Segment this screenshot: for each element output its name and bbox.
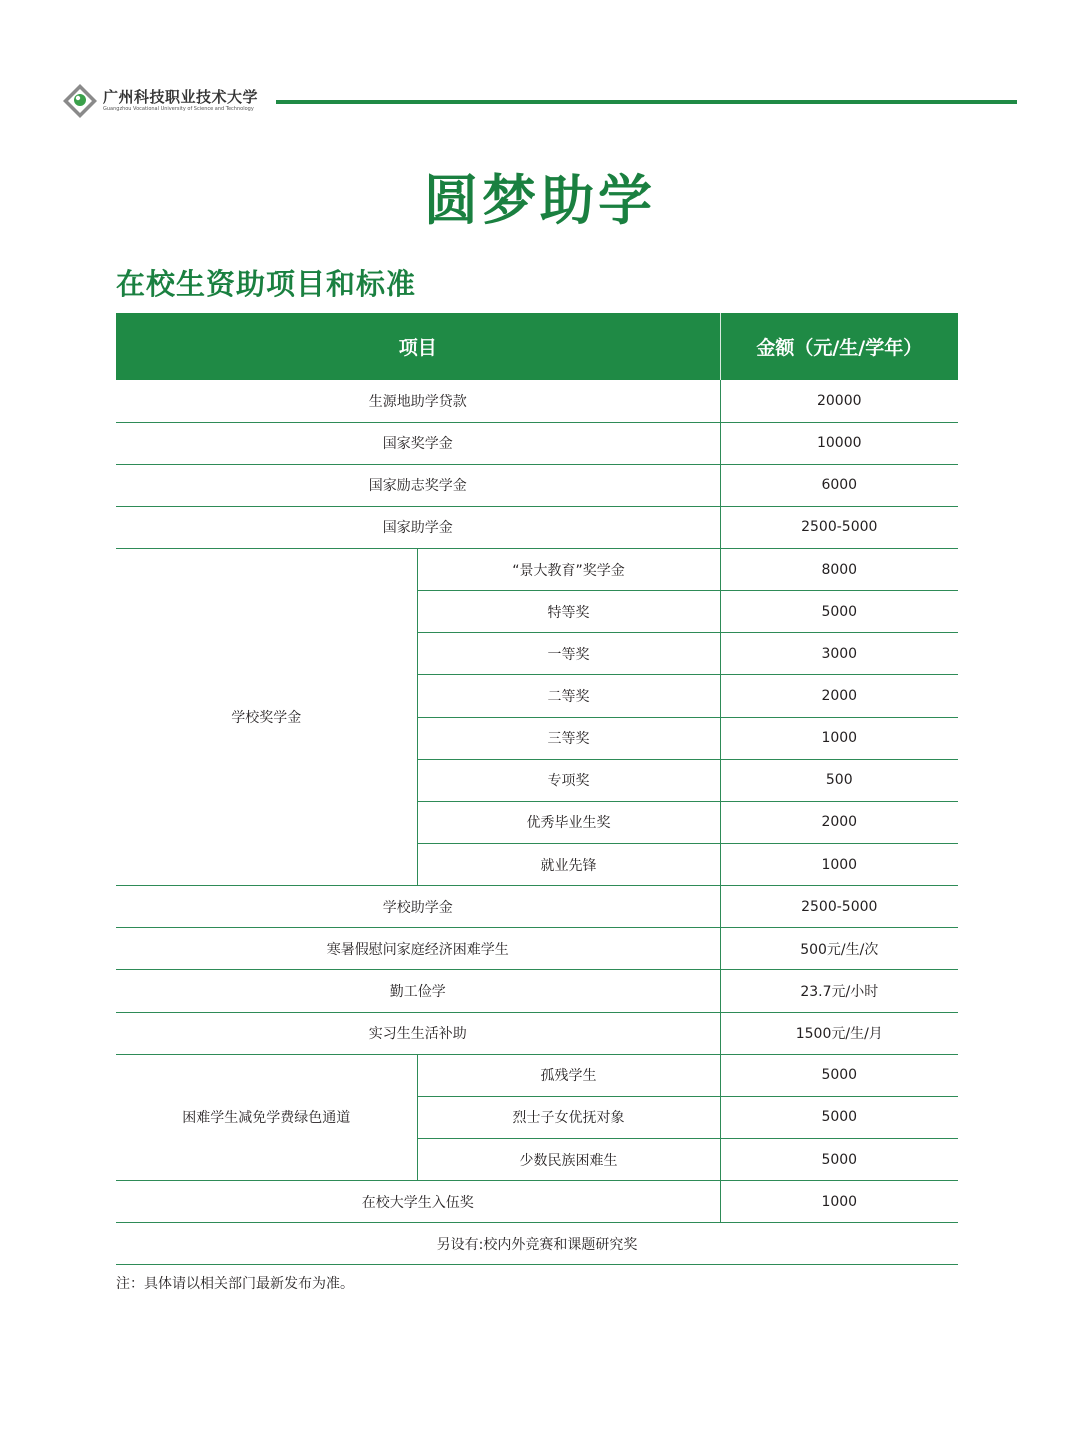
sub-item-cell: 三等奖 <box>417 717 720 759</box>
item-cell: 寒暑假慰问家庭经济困难学生 <box>116 928 720 970</box>
sub-item-cell: 专项奖 <box>417 759 720 801</box>
sub-item-cell: 优秀毕业生奖 <box>417 801 720 843</box>
table-row <box>116 549 958 591</box>
amount-cell: 6000 <box>720 464 958 506</box>
table-row <box>116 380 958 422</box>
item-cell: 国家助学金 <box>116 506 720 548</box>
column-header-item: 项目 <box>116 313 720 380</box>
amount-cell: 1500元/生/月 <box>720 1012 958 1054</box>
amount-cell: 1000 <box>720 844 958 886</box>
aid-standards-table <box>116 313 958 1265</box>
page-title: 圆梦助学 <box>424 169 656 232</box>
sub-item-cell: 特等奖 <box>417 591 720 633</box>
amount-cell: 5000 <box>720 1139 958 1181</box>
amount-cell: 5000 <box>720 1096 958 1138</box>
amount-cell: 2000 <box>720 675 958 717</box>
table-row <box>116 1012 958 1054</box>
item-cell: 勤工俭学 <box>116 970 720 1012</box>
table-row <box>116 1181 958 1223</box>
amount-cell: 23.7元/小时 <box>720 970 958 1012</box>
table-row <box>116 422 958 464</box>
item-cell: 生源地助学贷款 <box>116 380 720 422</box>
group-label-school-scholarship: 学校奖学金 <box>116 549 417 886</box>
university-name <box>103 88 258 113</box>
amount-cell: 2000 <box>720 801 958 843</box>
university-name-en: Guangzhou Vocational University of Science and Technology <box>103 106 254 112</box>
column-header-amount: 金额（元/生/学年） <box>720 313 958 380</box>
page-header <box>62 80 1017 126</box>
university-name-cn: 广州科技职业技术大学 <box>103 88 259 106</box>
table-footer-row <box>116 1223 958 1265</box>
sub-item-cell: 一等奖 <box>417 633 720 675</box>
amount-cell: 1000 <box>720 1181 958 1223</box>
table-row <box>116 928 958 970</box>
item-cell: 国家奖学金 <box>116 422 720 464</box>
sub-item-cell: “景大教育”奖学金 <box>417 549 720 591</box>
table-row <box>116 464 958 506</box>
table-row <box>116 970 958 1012</box>
amount-cell: 5000 <box>720 591 958 633</box>
footer-row-cell: 另设有:校内外竞赛和课题研究奖 <box>116 1223 958 1265</box>
item-cell: 学校助学金 <box>116 886 720 928</box>
table-row <box>116 506 958 548</box>
university-logo-icon <box>62 83 98 119</box>
item-cell: 在校大学生入伍奖 <box>116 1181 720 1223</box>
table-row <box>116 1054 958 1096</box>
sub-item-cell: 少数民族困难生 <box>417 1139 720 1181</box>
amount-cell: 8000 <box>720 549 958 591</box>
section-title: 在校生资助项目和标准 <box>116 267 417 301</box>
sub-item-cell: 就业先锋 <box>417 844 720 886</box>
amount-cell: 500 <box>720 759 958 801</box>
group-label-green-channel: 困难学生减免学费绿色通道 <box>116 1054 417 1180</box>
sub-item-cell: 烈士子女优抚对象 <box>417 1096 720 1138</box>
item-cell: 国家励志奖学金 <box>116 464 720 506</box>
header-rule <box>276 100 1017 104</box>
sub-item-cell: 孤残学生 <box>417 1054 720 1096</box>
amount-cell: 500元/生/次 <box>720 928 958 970</box>
amount-cell: 20000 <box>720 380 958 422</box>
footnote: 注：具体请以相关部门最新发布为准。 <box>116 1276 354 1292</box>
item-cell: 实习生生活补助 <box>116 1012 720 1054</box>
amount-cell: 10000 <box>720 422 958 464</box>
table-row <box>116 886 958 928</box>
amount-cell: 3000 <box>720 633 958 675</box>
sub-item-cell: 二等奖 <box>417 675 720 717</box>
amount-cell: 2500-5000 <box>720 506 958 548</box>
amount-cell: 5000 <box>720 1054 958 1096</box>
amount-cell: 2500-5000 <box>720 886 958 928</box>
amount-cell: 1000 <box>720 717 958 759</box>
